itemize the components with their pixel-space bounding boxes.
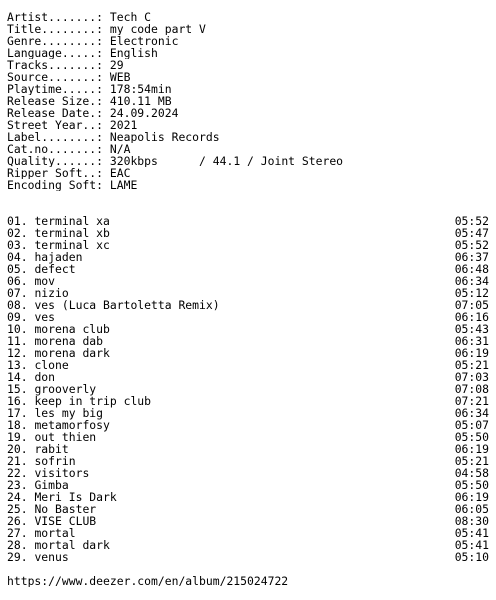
- metadata-key: Tracks.......:: [7, 59, 104, 71]
- track-name: morena dark: [34, 346, 110, 360]
- track-duration: 07:05: [454, 298, 489, 312]
- track-name: mortal dark: [34, 538, 110, 552]
- metadata-row-encoding-soft: [7, 179, 489, 191]
- track-name: terminal xa: [34, 214, 110, 228]
- track-name: Meri Is Dark: [34, 490, 117, 504]
- track-duration: 05:47: [454, 226, 489, 240]
- album-url: https://www.deezer.com/en/album/215024722: [7, 575, 289, 587]
- track-row: [7, 275, 489, 287]
- track-number: 12.: [7, 346, 28, 360]
- track-number: 24.: [7, 490, 28, 504]
- metadata-key: Release Size.:: [7, 95, 104, 107]
- track-row: [7, 263, 489, 275]
- metadata-value: Electronic: [103, 35, 179, 47]
- track-number: 25.: [7, 502, 28, 516]
- track-name: keep in trip club: [34, 394, 152, 408]
- track-number: 16.: [7, 394, 28, 408]
- track-row: [7, 299, 489, 311]
- track-duration: 05:50: [454, 430, 489, 444]
- metadata-value: WEB: [103, 71, 131, 83]
- metadata-key: Label........:: [7, 131, 104, 143]
- track-name: ves: [34, 310, 56, 324]
- track-number: 28.: [7, 538, 28, 552]
- track-duration: 06:16: [454, 310, 489, 324]
- track-number: 01.: [7, 214, 28, 228]
- track-number: 11.: [7, 334, 28, 348]
- track-duration: 05:52: [454, 238, 489, 252]
- metadata-row-source: [7, 71, 489, 83]
- metadata-row-title: [7, 23, 489, 35]
- track-row: [7, 539, 489, 551]
- track-name: clone: [34, 358, 69, 372]
- track-name: out thien: [34, 430, 97, 444]
- track-number: 10.: [7, 322, 28, 336]
- metadata-value: N/A: [103, 143, 131, 155]
- metadata-row-playtime: [7, 83, 489, 95]
- metadata-value: my code part V: [103, 23, 206, 35]
- track-row: [7, 347, 489, 359]
- track-number: 23.: [7, 478, 28, 492]
- metadata-key: Release Date.:: [7, 107, 104, 119]
- track-name: terminal xb: [34, 226, 110, 240]
- metadata-row-label: [7, 131, 489, 143]
- metadata-value: 410.11 MB: [103, 95, 172, 107]
- track-name: mortal: [34, 526, 76, 540]
- track-duration: 05:43: [454, 322, 489, 336]
- track-duration: 05:21: [454, 358, 489, 372]
- track-number: 22.: [7, 466, 28, 480]
- track-duration: 04:58: [454, 466, 489, 480]
- track-duration: 08:30: [454, 514, 489, 528]
- track-number: 06.: [7, 274, 28, 288]
- track-duration: 07:03: [454, 370, 489, 384]
- track-name: les my big: [34, 406, 104, 420]
- track-duration: 05:12: [454, 286, 489, 300]
- track-number: 13.: [7, 358, 28, 372]
- track-number: 07.: [7, 286, 28, 300]
- metadata-key: Genre........:: [7, 35, 104, 47]
- metadata-value: 24.09.2024: [103, 107, 179, 119]
- track-name: grooverly: [34, 382, 97, 396]
- metadata-key: Playtime.....:: [7, 83, 104, 95]
- track-row: [7, 359, 489, 371]
- metadata-row-genre: [7, 35, 489, 47]
- track-name: Gimba: [34, 478, 69, 492]
- track-name: metamorfosy: [34, 418, 110, 432]
- track-duration: 07:08: [454, 382, 489, 396]
- metadata-value: 2021: [103, 119, 138, 131]
- track-number: 29.: [7, 550, 28, 564]
- metadata-row-release-size: [7, 95, 489, 107]
- track-duration: 05:07: [454, 418, 489, 432]
- track-duration: 06:34: [454, 274, 489, 288]
- metadata-value: EAC: [103, 167, 131, 179]
- metadata-value: Neapolis Records: [103, 131, 220, 143]
- section-gap: [7, 191, 489, 215]
- track-name: nizio: [34, 286, 69, 300]
- track-name: venus: [34, 550, 69, 564]
- track-duration: 05:52: [454, 214, 489, 228]
- track-duration: 05:50: [454, 478, 489, 492]
- track-name: VISE CLUB: [34, 514, 97, 528]
- track-number: 17.: [7, 406, 28, 420]
- metadata-block: [7, 11, 489, 191]
- metadata-key: Encoding Soft:: [7, 179, 104, 191]
- metadata-key: Title........:: [7, 23, 104, 35]
- metadata-key: Ripper Soft..:: [7, 167, 104, 179]
- track-duration: 05:10: [454, 550, 489, 564]
- track-duration: 05:41: [454, 526, 489, 540]
- track-name: don: [34, 370, 56, 384]
- tracklist: [7, 215, 489, 563]
- metadata-value: Tech C: [103, 11, 152, 23]
- track-duration: 06:31: [454, 334, 489, 348]
- track-number: 09.: [7, 310, 28, 324]
- metadata-value: 29: [103, 59, 124, 71]
- track-row: [7, 551, 489, 563]
- track-number: 27.: [7, 526, 28, 540]
- metadata-value: English: [103, 47, 158, 59]
- track-number: 18.: [7, 418, 28, 432]
- track-number: 05.: [7, 262, 28, 276]
- metadata-row-quality: [7, 155, 489, 167]
- track-name: morena club: [34, 322, 110, 336]
- track-number: 02.: [7, 226, 28, 240]
- track-number: 20.: [7, 442, 28, 456]
- track-duration: 05:41: [454, 538, 489, 552]
- track-name: terminal xc: [34, 238, 110, 252]
- metadata-row-street-year: [7, 119, 489, 131]
- track-duration: 06:37: [454, 250, 489, 264]
- track-name: hajaden: [34, 250, 83, 264]
- track-number: 08.: [7, 298, 28, 312]
- metadata-row-language: [7, 47, 489, 59]
- track-duration: 06:48: [454, 262, 489, 276]
- track-name: No Baster: [34, 502, 97, 516]
- section-gap: [7, 563, 489, 575]
- metadata-row-ripper-soft: [7, 167, 489, 179]
- metadata-row-cat-no: [7, 143, 489, 155]
- track-duration: 06:05: [454, 502, 489, 516]
- track-number: 21.: [7, 454, 28, 468]
- track-title: [7, 551, 69, 563]
- track-name: rabit: [34, 442, 69, 456]
- track-number: 03.: [7, 238, 28, 252]
- metadata-row-artist: [7, 11, 489, 23]
- track-number: 14.: [7, 370, 28, 384]
- track-row: [7, 251, 489, 263]
- metadata-key: Cat.no.......:: [7, 143, 104, 155]
- metadata-value: 178:54min: [103, 83, 172, 95]
- track-duration: 06:19: [454, 442, 489, 456]
- track-duration: 07:21: [454, 394, 489, 408]
- track-row: [7, 431, 489, 443]
- metadata-key: Source.......:: [7, 71, 104, 83]
- track-duration: 06:34: [454, 406, 489, 420]
- track-name: mov: [34, 274, 56, 288]
- metadata-key: Language.....:: [7, 47, 104, 59]
- metadata-key: Artist.......:: [7, 11, 104, 23]
- metadata-row-tracks: [7, 59, 489, 71]
- metadata-key: Street Year..:: [7, 119, 104, 131]
- metadata-row-release-date: [7, 107, 489, 119]
- track-duration: 06:19: [454, 346, 489, 360]
- track-name: visitors: [34, 466, 90, 480]
- track-number: 04.: [7, 250, 28, 264]
- track-number: 26.: [7, 514, 28, 528]
- track-row: [7, 467, 489, 479]
- track-duration: 05:21: [454, 454, 489, 468]
- track-name: ves (Luca Bartoletta Remix): [34, 298, 220, 312]
- track-number: 19.: [7, 430, 28, 444]
- track-row: [7, 443, 489, 455]
- nfo-document: [7, 11, 489, 587]
- track-name: morena dab: [34, 334, 104, 348]
- track-name: defect: [34, 262, 76, 276]
- track-duration: 06:19: [454, 490, 489, 504]
- track-row: [7, 515, 489, 527]
- track-name: sofrin: [34, 454, 76, 468]
- metadata-key: Quality......:: [7, 155, 104, 167]
- track-number: 15.: [7, 382, 28, 396]
- metadata-value: 320kbps / 44.1 / Joint Stereo: [103, 155, 344, 167]
- metadata-value: LAME: [103, 179, 138, 191]
